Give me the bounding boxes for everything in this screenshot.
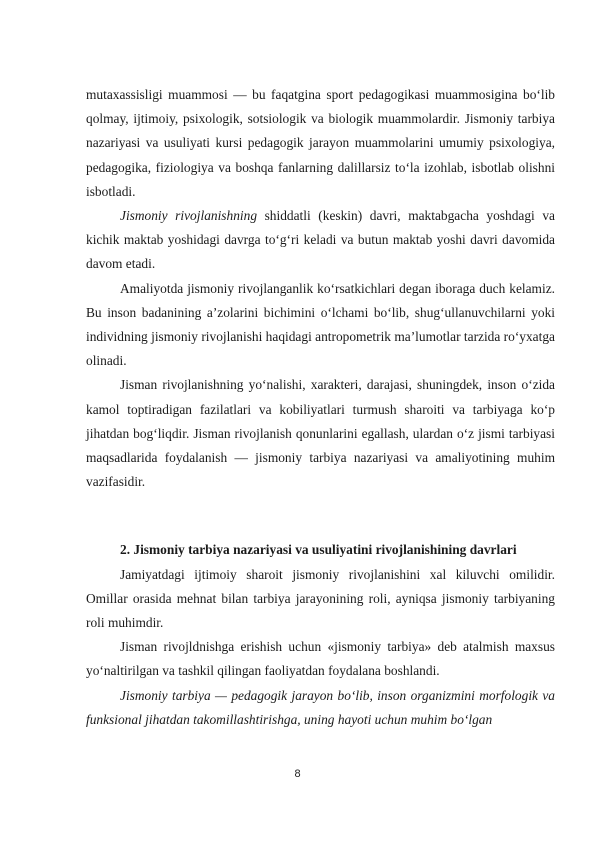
italic-definition: Jismoniy tarbiya — pedagogik jarayon bo‘lib, inson organizmini morfologik va funksional jihatdan takomillashtirishga, uning hayoti uchun muhim bo‘lgan [86, 687, 555, 727]
document-body [86, 83, 555, 732]
paragraph-1: mutaxassisligi muammosi — bu faqatgina sport pedagogikasi muammosigina bo‘lib qolmay, ijtimoiy, psixologik, sotsiologik va biologik muammolardir. Jismoniy tarbiya nazariyasi va usuliyati kursi pedagogik jarayon muammolarini umumiy psixologiya, pedagogika, fiziologiya va boshqa fanlarning dalillarsiz to‘la izohlab, isbotlab olishni isbotladi. [86, 87, 555, 199]
paragraph-3: Amaliyotda jismoniy rivojlanganlik ko‘rsatkichlari degan iboraga duch kelamiz. Bu inson badanining a’zolarini bichimini o‘lchami bo‘lib, shug‘ullanuvchilarni yoki individning jismoniy rivojlanishi haqidagi antropometrik ma’lumotlar tarzida ro‘yxatga olinadi. [86, 280, 555, 369]
page-number: 8 [294, 768, 301, 780]
paragraph-4: Jisman rivojlanishning yo‘nalishi, xarakteri, darajasi, shuningdek, inson o‘zida kamol toptiradigan fazilatlari va kobiliyatlari turmush sharoiti va tarbiyaga ko‘p jihatdan bog‘liqdir. Jisman rivojlanish qonunlarini egallash, ulardan o‘z jismi tarbiyasi maqsadlarida foydalanish — jismoniy tarbiya nazariyasi va amaliyotining muhim vazifasidir. [86, 377, 555, 490]
paragraph-2-text: shiddatli (keskin) davri, maktabgacha yoshdagi va kichik maktab yoshidagi davrga to‘g‘ri keladi va butun maktab yoshi davri davomida davom etadi. [86, 208, 555, 272]
paragraph-6: Jisman rivojldnishga erishish uchun «jismoniy tarbiya» deb atalmish maxsus yo‘naltirilgan va tashkil qilingan faoliyatdan foydalana boshlandi. [86, 639, 555, 679]
section-heading: 2. Jismoniy tarbiya nazariyasi va usuliyatini rivojlanishining davrlari [120, 542, 517, 558]
paragraph-5: Jamiyatdagi ijtimoiy sharoit jismoniy rivojlanishini xal kiluvchi omilidir. Omillar orasida mehnat bilan tarbiya jarayonining roli, ayniqsa jismoniy tarbiyaning roli muhimdir. [86, 566, 555, 631]
paragraph-7-italic [86, 684, 555, 732]
section-gap [86, 494, 555, 538]
paragraph-2 [86, 204, 555, 277]
italic-lead: Jismoniy rivojlanishning [120, 208, 258, 224]
